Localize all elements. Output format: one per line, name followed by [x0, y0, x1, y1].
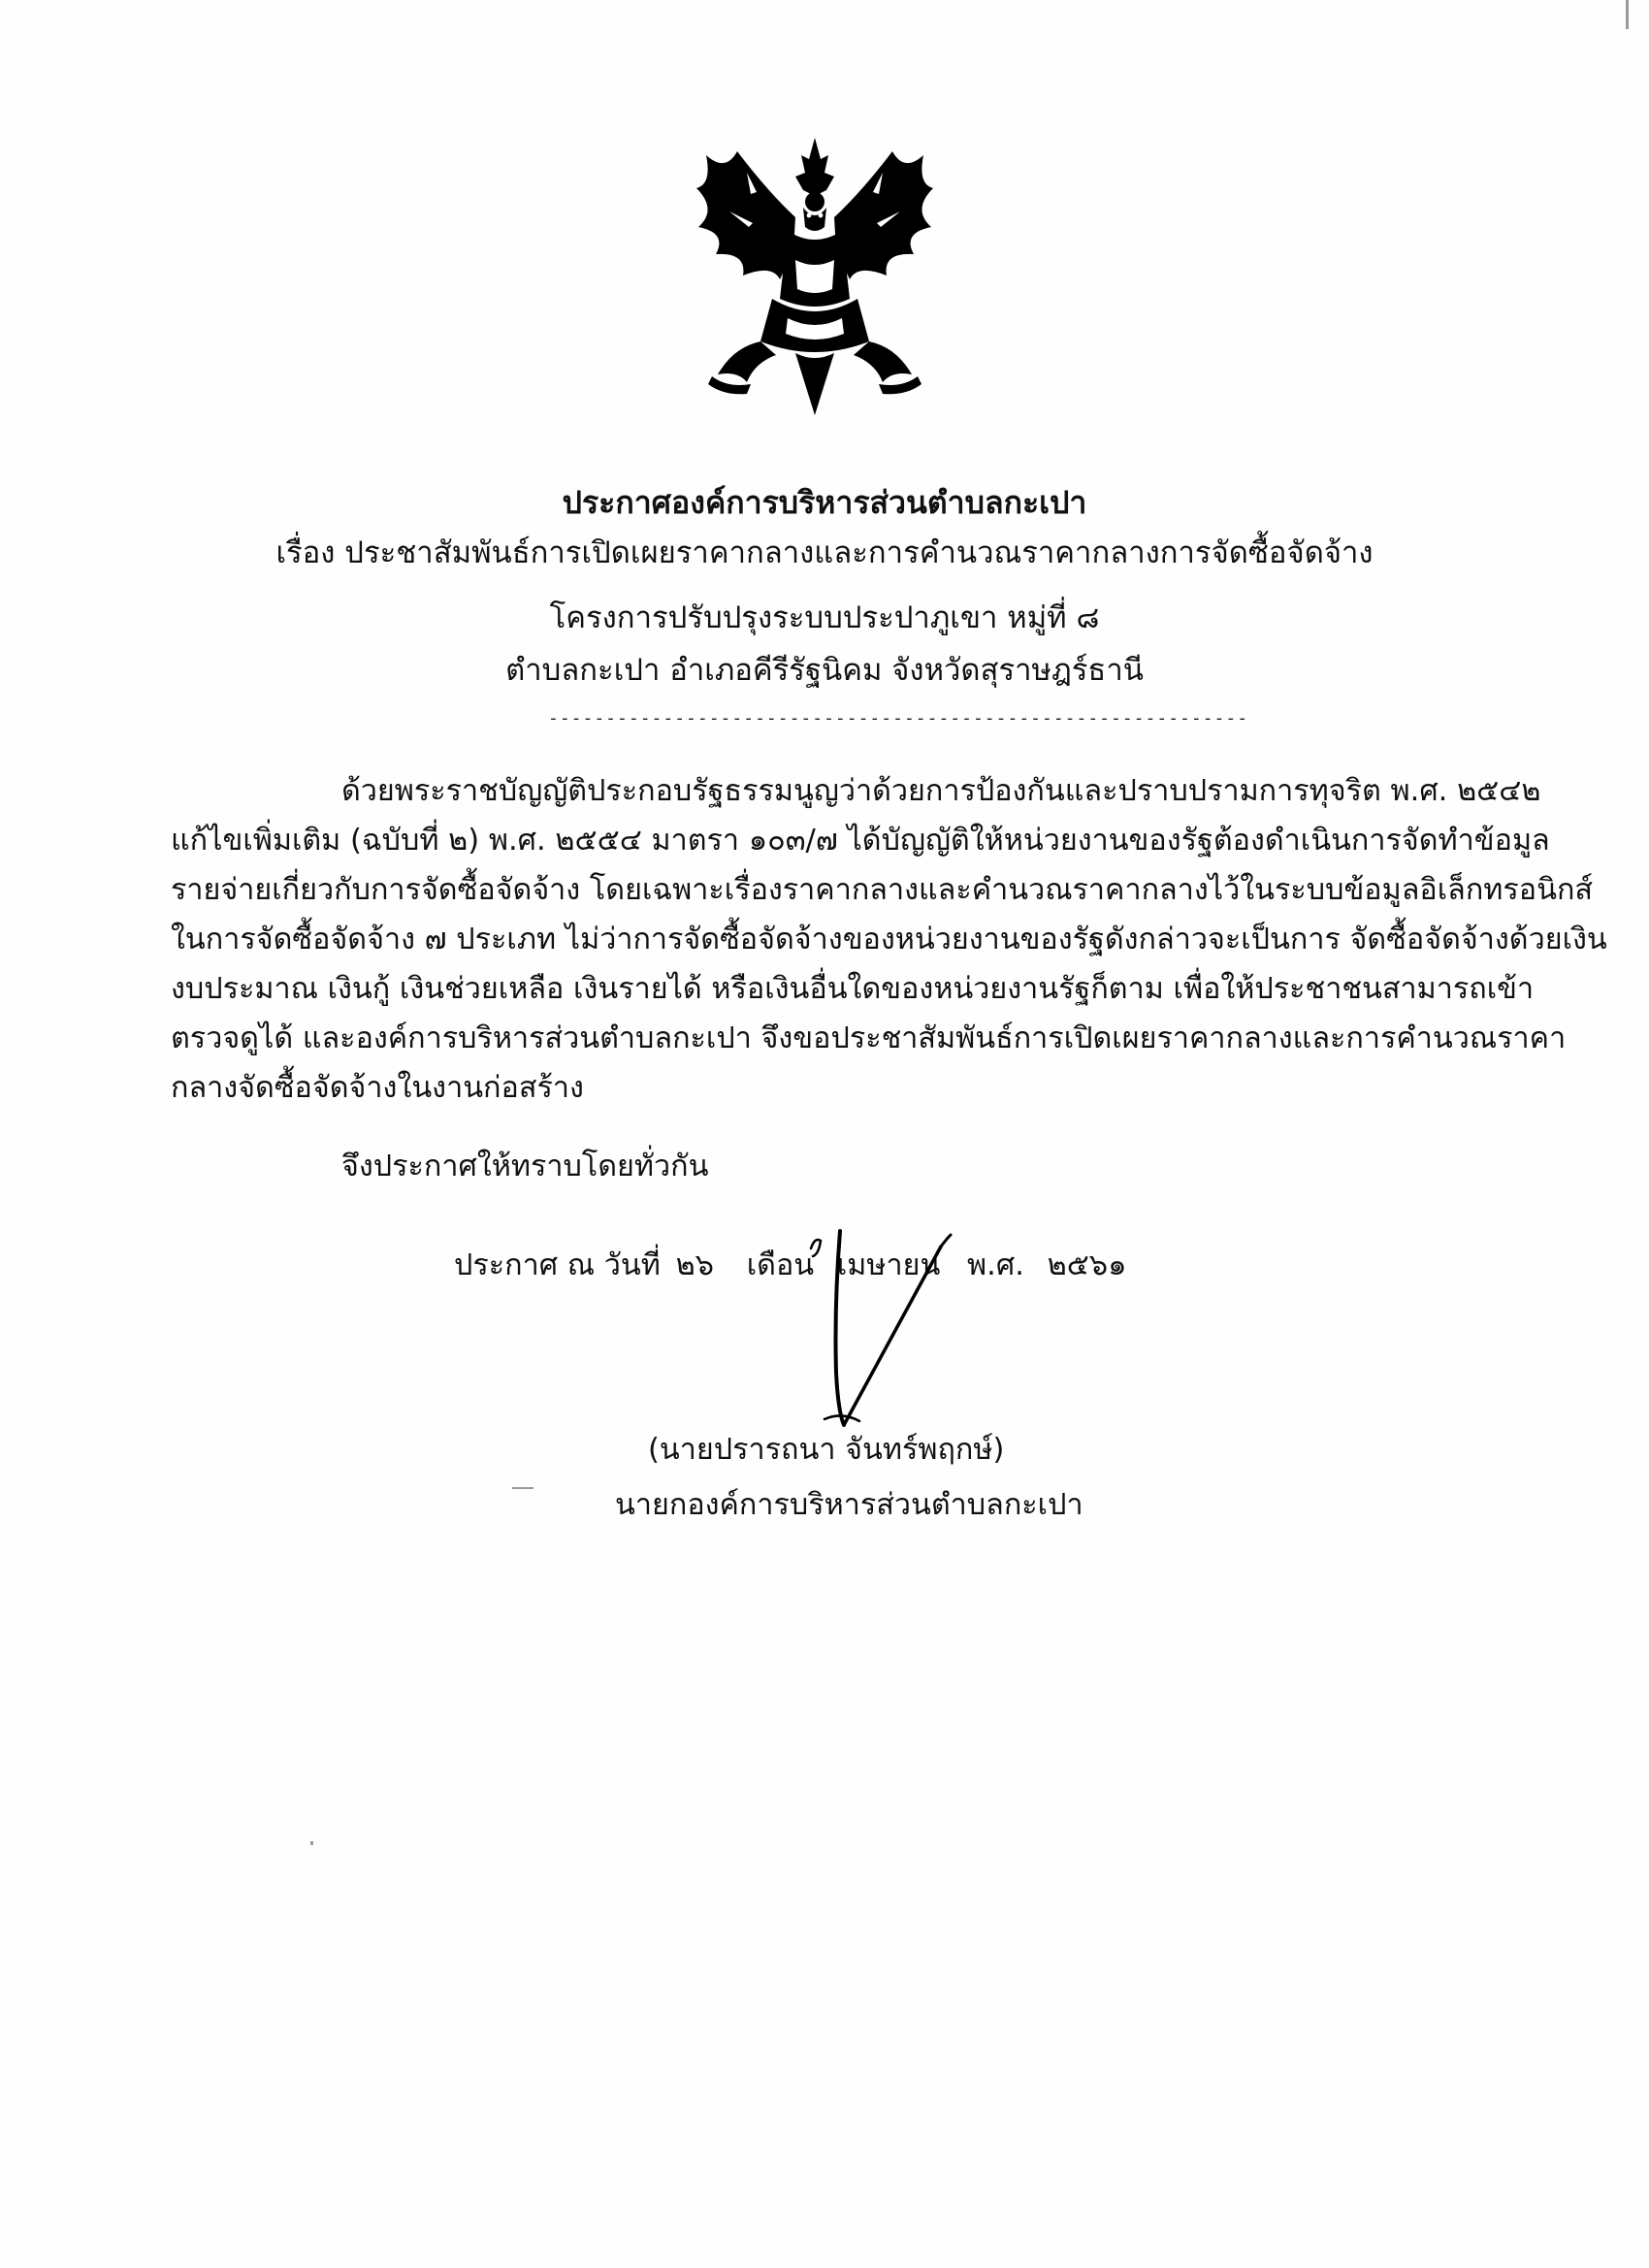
date-day: ๒๖: [675, 1248, 715, 1282]
announcement-title: ประกาศองค์การบริหารส่วนตำบลกะเปา: [562, 484, 1087, 521]
body-line: แก้ไขเพิ่มเติม (ฉบับที่ ๒) พ.ศ. ๒๕๕๔ มาตรา ๑๐๓/๗ ได้บัญญัติให้หน่วยงานของรัฐต้องดำเนินการจัดทำข้อมูล: [171, 824, 1550, 858]
body-line: ด้วยพระราชบัญญัติประกอบรัฐธรรมนูญว่าด้วยการป้องกันและปราบปรามการทุจริต พ.ศ. ๒๕๔๒: [341, 774, 1541, 808]
handwritten-signature: [795, 1227, 970, 1431]
garuda-emblem-icon: [679, 134, 951, 415]
date-prefix: ประกาศ ณ วันที่: [454, 1248, 661, 1282]
subject-line: เรื่อง ประชาสัมพันธ์การเปิดเผยราคากลางและการคำนวณราคากลางการจัดซื้อจัดจ้าง: [275, 535, 1374, 570]
body-line: ตรวจดูได้ และองค์การบริหารส่วนตำบลกะเปา จึงขอประชาสัมพันธ์การเปิดเผยราคากลางและการคำนวณราคา: [171, 1021, 1567, 1055]
scan-mark: [1626, 0, 1629, 29]
body-line: รายจ่ายเกี่ยวกับการจัดซื้อจัดจ้าง โดยเฉพาะเรื่องราคากลางและคำนวณราคากลางไว้ในระบบข้อมูลอิเล็กทรอนิกส์: [171, 873, 1594, 907]
signer-name: (นายปรารถนา จันทร์พฤกษ์): [648, 1433, 1005, 1467]
location-line: ตำบลกะเปา อำเภอคีรีรัฐนิคม จังหวัดสุราษฎร์ธานี: [505, 653, 1144, 688]
date-year-label: พ.ศ.: [967, 1248, 1024, 1282]
separator-dashes: -------------------------------------------------------------: [548, 708, 1249, 729]
project-name: โครงการปรับปรุงระบบประปาภูเขา หมู่ที่ ๘: [549, 600, 1100, 635]
announcement-date: [454, 1242, 1127, 1288]
date-month-label: เดือน: [746, 1248, 815, 1282]
closing-statement: จึงประกาศให้ทราบโดยทั่วกัน: [341, 1150, 709, 1183]
date-month: เมษายน: [836, 1248, 941, 1282]
body-line: ในการจัดซื้อจัดจ้าง ๗ ประเภท ไม่ว่าการจัดซื้อจัดจ้างของหน่วยงานของรัฐดังกล่าวจะเป็นการ จัดซื้อจัดจ้างด้วยเงิน: [171, 923, 1607, 956]
signer-title: นายกองค์การบริหารส่วนตำบลกะเปา: [615, 1488, 1083, 1522]
body-paragraph: [171, 766, 1607, 1113]
body-line: กลางจัดซื้อจัดจ้างในงานก่อสร้าง: [171, 1071, 584, 1105]
scan-mark: [310, 1841, 313, 1845]
date-year: ๒๕๖๑: [1047, 1248, 1127, 1282]
scan-mark: [512, 1487, 534, 1489]
body-line: งบประมาณ เงินกู้ เงินช่วยเหลือ เงินรายได้ หรือเงินอื่นใดของหน่วยงานรัฐก็ตาม เพื่อให้ประชาชนสามารถเข้า: [171, 972, 1535, 1006]
